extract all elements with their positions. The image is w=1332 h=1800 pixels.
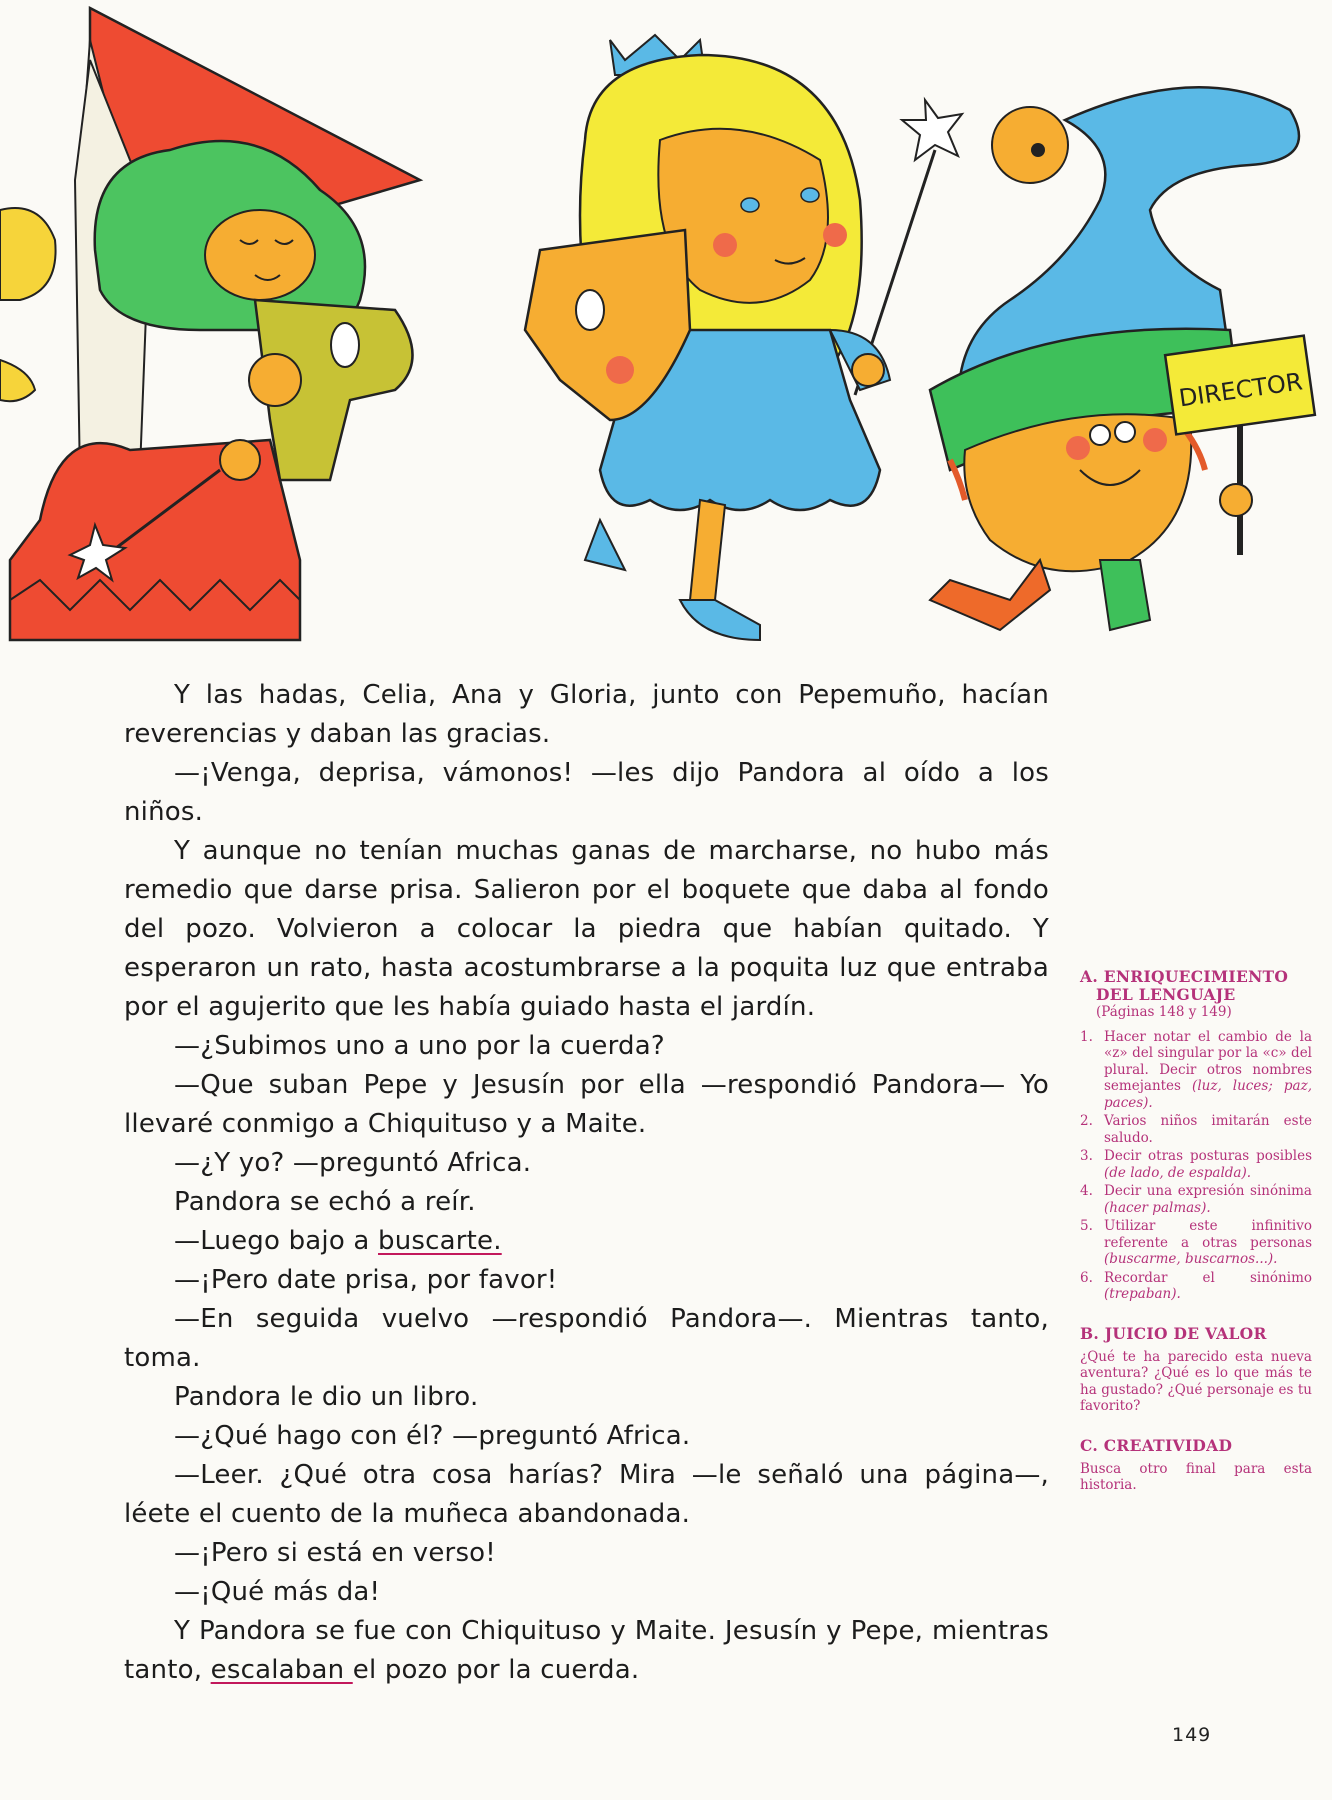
page-number: 149 [1172, 1724, 1212, 1746]
note-item [1080, 1183, 1312, 1216]
note-text: Hacer notar el cambio de la «z» del singular por la «c» del plural. Decir otros nombres semejantes [1104, 1028, 1312, 1094]
section-title-line2: DEL LENGUAJE [1096, 985, 1236, 1004]
section-title: A. ENRIQUECIMIENTO [1080, 967, 1289, 986]
note-text: Decir otras posturas posibles [1104, 1148, 1312, 1164]
partial-character-left [0, 208, 56, 300]
story-paragraph [124, 1222, 1049, 1261]
section-pages: (Páginas 148 y 149) [1096, 1004, 1232, 1020]
note-example: (trepaban). [1104, 1286, 1181, 1302]
story-paragraph: Y las hadas, Celia, Ana y Gloria, junto con Pepemuño, hacían reverencias y daban las gracias. [124, 680, 1049, 749]
note-example: (de lado, de espalda). [1104, 1164, 1252, 1181]
teacher-notes [1080, 968, 1312, 1516]
note-number: 4. [1080, 1183, 1093, 1199]
notes-section-a [1080, 968, 1312, 1303]
story-paragraph: —¿Qué hago con él? —preguntó Africa. [174, 1421, 691, 1451]
note-item [1080, 1029, 1312, 1112]
director-sign-text: DIRECTOR [1177, 367, 1305, 413]
section-text: Busca otro final para esta historia. [1080, 1460, 1312, 1493]
story-paragraph: —Leer. ¿Qué otra cosa harías? Mira —le señaló una página—, léete el cuento de la muñeca abandonada. [124, 1460, 1049, 1529]
text-run: —Luego bajo a [174, 1226, 379, 1256]
note-text: Decir una expresión sinónima [1104, 1183, 1312, 1199]
story-text [124, 676, 1049, 1690]
story-paragraph: —¡Venga, deprisa, vámonos! —les dijo Pandora al oído a los niños. [124, 758, 1049, 827]
note-item [1080, 1270, 1312, 1303]
story-paragraph: Pandora le dio un libro. [174, 1382, 479, 1412]
section-title: B. JUICIO DE VALOR [1080, 1323, 1267, 1343]
story-paragraph: —¿Y yo? —preguntó Africa. [174, 1148, 532, 1178]
story-paragraph: Pandora se echó a reír. [174, 1187, 476, 1217]
note-number: 3. [1080, 1148, 1093, 1164]
note-number: 6. [1080, 1269, 1093, 1286]
illustration [0, 0, 1332, 660]
story-paragraph: —Que suban Pepe y Jesusín por ella —respondió Pandora— Yo llevaré conmigo a Chiquituso y a Maite. [124, 1070, 1049, 1139]
story-paragraph [124, 1612, 1049, 1690]
story-paragraph: —¡Pero si está en verso! [174, 1538, 496, 1568]
note-list [1080, 1029, 1312, 1303]
note-item [1080, 1218, 1312, 1268]
section-text: ¿Qué te ha parecido esta nueva aventura? ¿Qué es lo que más te ha gustado? ¿Qué personaje es tu favorito? [1080, 1348, 1312, 1414]
note-example: (luz, luces; paz, paces). [1104, 1078, 1312, 1111]
section-title: C. CREATIVIDAD [1080, 1435, 1233, 1455]
note-example: (hacer palmas). [1104, 1199, 1211, 1216]
story-paragraph: —¡Pero date prisa, por favor! [174, 1265, 558, 1295]
story-paragraph: —¿Subimos uno a uno por la cuerda? [174, 1031, 665, 1061]
story-paragraph: Y aunque no tenían muchas ganas de marcharse, no hubo más remedio que darse prisa. Salieron por el boquete que daba al fondo del pozo. Volvieron a colocar la piedra que habían quitado. Y esperaron un rato, hasta acostumbrarse a la poquita luz que entraba por el agujerito que les había guiado hasta el jardín. [124, 836, 1049, 1022]
note-number: 1. [1080, 1028, 1093, 1045]
notes-section-b [1080, 1325, 1312, 1415]
note-text: Utilizar este infinitivo referente a otras personas [1104, 1218, 1312, 1251]
story-paragraph: —En seguida vuelvo —respondió Pandora—. Mientras tanto, toma. [124, 1304, 1049, 1373]
story-paragraph: —¡Qué más da! [174, 1577, 381, 1607]
blonde-fairy-with-crown-and-wand [525, 35, 962, 640]
text-run: el pozo por la cuerda. [352, 1655, 640, 1685]
notes-section-c [1080, 1437, 1312, 1494]
note-text: Varios niños imitarán este saludo. [1104, 1113, 1312, 1146]
note-example: (buscarme, buscarnos...). [1104, 1251, 1278, 1267]
note-number: 5. [1080, 1218, 1093, 1234]
note-item [1080, 1113, 1312, 1146]
text-run: Y Pandora se fue con Chiquituso y Maite. Jesusín y Pepe, mientras tanto, [124, 1616, 1049, 1685]
underlined-word: buscarte. [378, 1226, 502, 1256]
pompom-icon [992, 107, 1068, 183]
wizard-fairy-with-green-hair [10, 8, 420, 640]
note-text: Recordar el sinónimo [1104, 1269, 1312, 1286]
note-number: 2. [1080, 1113, 1093, 1129]
underlined-word: escalaban [210, 1655, 353, 1685]
boy-with-blue-hat-holding-sign [930, 87, 1315, 630]
note-item [1080, 1148, 1312, 1181]
